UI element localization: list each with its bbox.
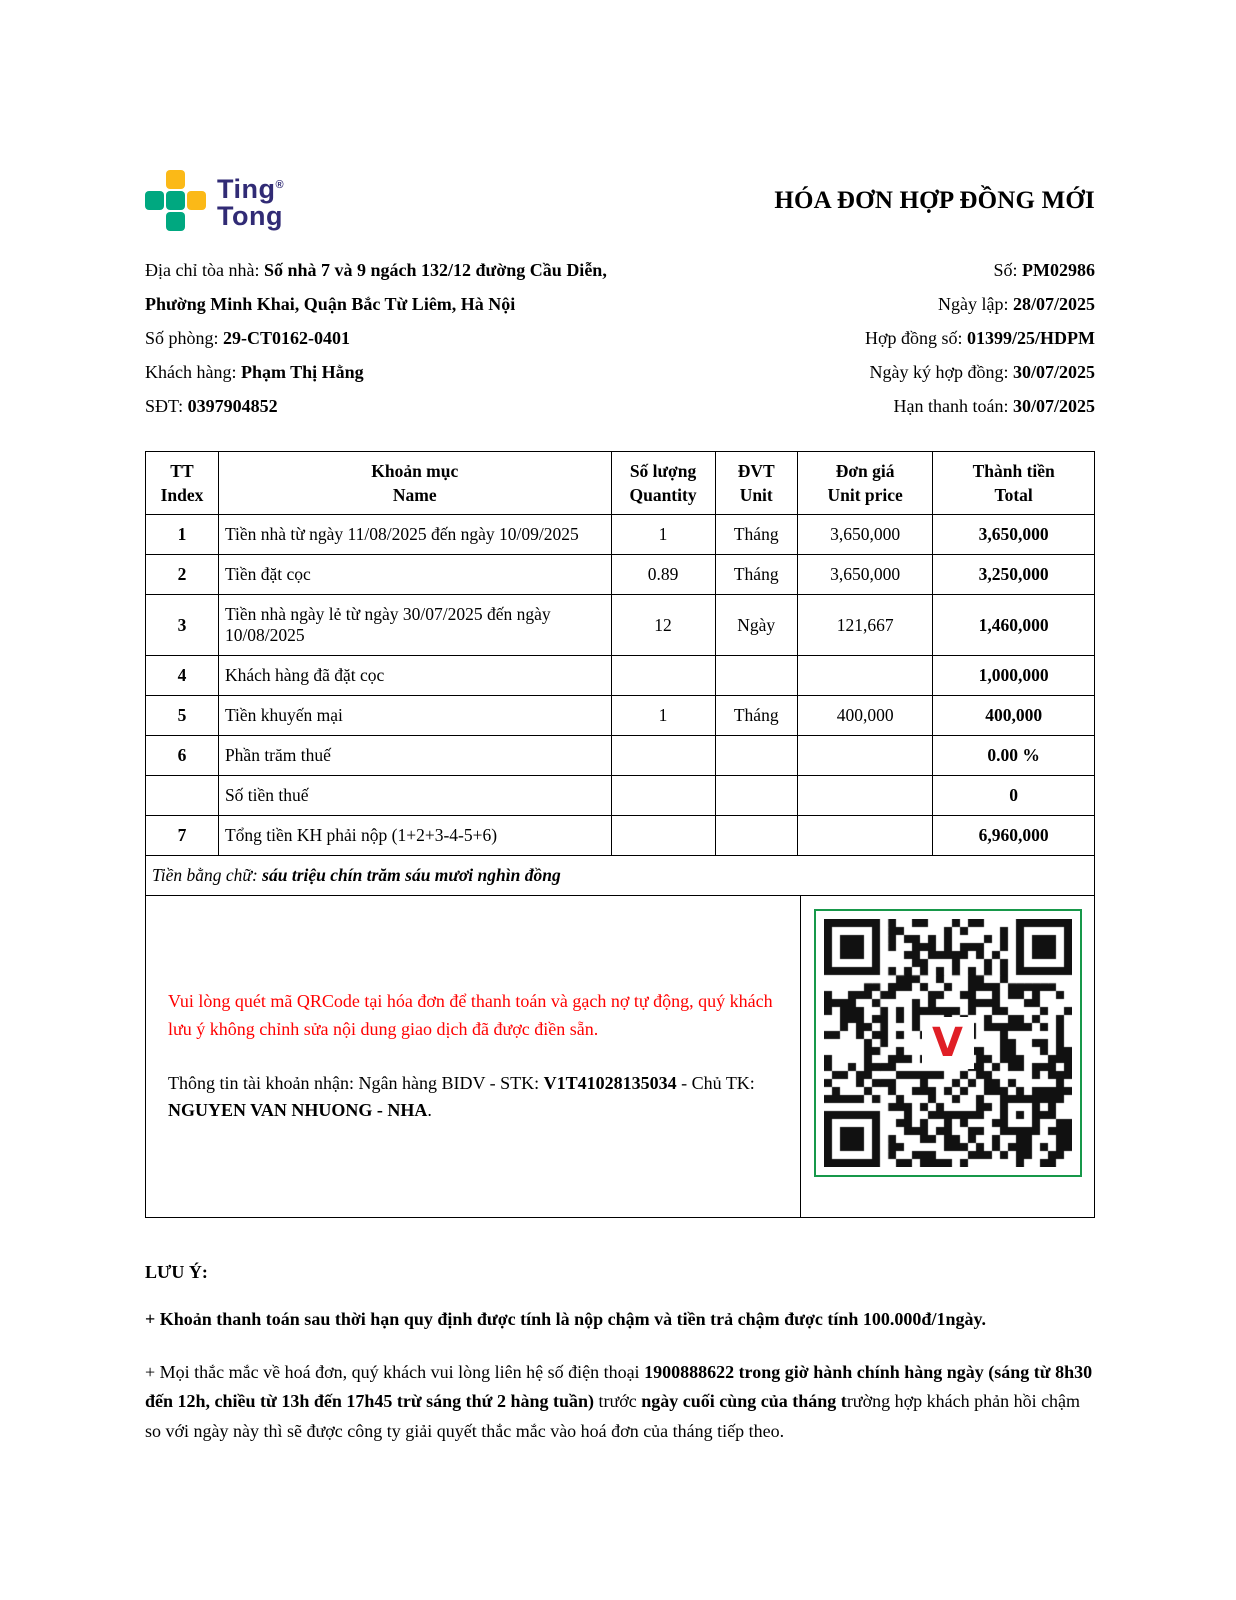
cell-quantity xyxy=(611,816,715,856)
registered-mark: ® xyxy=(275,178,285,191)
table-row xyxy=(146,515,1095,555)
cell-unit xyxy=(715,736,797,776)
invoice-page xyxy=(145,170,1095,1447)
cell-unit-price: 400,000 xyxy=(797,696,932,736)
cell-unit-price: 3,650,000 xyxy=(797,555,932,595)
cell-unit-price: 3,650,000 xyxy=(797,515,932,555)
note-hotline: + Mọi thắc mắc về hoá đơn, quý khách vui lòng liên hệ số điện thoại 1900888622 trong giờ hành chính hàng ngày (sáng từ 8h30 đến 12h, chiều từ 13h đến 17h45 trừ sáng thứ 2 hàng tuần) trước ngày cuối cùng của tháng trường hợp khách phản hồi chậm so với ngày này thì sẽ được công ty giải quyết thắc mắc vào hoá đơn của tháng tiếp theo. xyxy=(145,1361,1093,1442)
phone-value: 0397904852 xyxy=(187,396,278,416)
qr-center-logo: V xyxy=(922,1017,974,1069)
customer-label: Khách hàng: xyxy=(145,362,241,382)
table-row xyxy=(146,696,1095,736)
cell-total: 1,460,000 xyxy=(933,595,1095,656)
customer-line xyxy=(145,355,745,389)
contract-sign-date-value: 30/07/2025 xyxy=(1012,362,1095,382)
contract-sign-date-line xyxy=(865,355,1095,389)
room-number-value: 29-CT0162-0401 xyxy=(223,328,351,348)
payment-due-label: Hạn thanh toán: xyxy=(893,396,1013,416)
cell-unit-price xyxy=(797,816,932,856)
col-header-index: TT Index xyxy=(146,452,219,515)
account-info-text: Thông tin tài khoản nhận: Ngân hàng BIDV - STK: V1T41028135034 - Chủ TK: NGUYEN VAN NHUONG - NHA. xyxy=(168,1072,755,1121)
hotline-number: 1900888622 trong giờ hành chính hàng ngày (sáng từ 8h30 đến 12h, chiều từ 13h đến 17h45 trừ sáng thứ 2 hàng tuần) xyxy=(145,1361,1093,1412)
qr-warning-text: Vui lòng quét mã QRCode tại hóa đơn để thanh toán và gạch nợ tự động, quý khách lưu ý không chỉnh sửa nội dung giao dịch đã được điền sẵn. xyxy=(168,990,773,1039)
table-header-row xyxy=(146,452,1095,515)
tingtong-logo xyxy=(145,170,284,231)
cell-total: 0 xyxy=(933,776,1095,816)
cell-unit-price xyxy=(797,736,932,776)
table-row-grand-total xyxy=(146,816,1095,856)
payment-due-line xyxy=(865,389,1095,423)
invoice-info-left xyxy=(145,253,745,423)
table-row xyxy=(146,595,1095,656)
logo-word-ting: Ting xyxy=(217,173,276,204)
qr-payment-text xyxy=(146,896,800,1217)
cell-unit: Ngày xyxy=(715,595,797,656)
notes-heading: LƯU Ý: xyxy=(145,1262,208,1282)
tingtong-logo-icon xyxy=(145,170,206,231)
invoice-items-table xyxy=(145,451,1095,896)
building-address-line xyxy=(145,253,745,287)
table-row xyxy=(146,776,1095,816)
table-row xyxy=(146,736,1095,776)
cell-unit-price: 121,667 xyxy=(797,595,932,656)
page-title: HÓA ĐƠN HỢP ĐỒNG MỚI xyxy=(774,186,1095,214)
cell-unit xyxy=(715,816,797,856)
customer-value: Phạm Thị Hằng xyxy=(240,362,364,382)
cell-quantity xyxy=(611,776,715,816)
contract-sign-date-label: Ngày ký hợp đồng: xyxy=(869,362,1013,382)
invoice-number-label: Số: xyxy=(993,260,1023,280)
amount-in-words-row xyxy=(146,856,1095,896)
cell-name: Tiền khuyến mại xyxy=(218,696,611,736)
cell-index: 3 xyxy=(146,595,219,656)
qr-code-cell xyxy=(800,896,1094,1217)
account-holder: NGUYEN VAN NHUONG - NHA xyxy=(168,1100,428,1121)
cell-quantity: 0.89 xyxy=(611,555,715,595)
col-header-total: Thành tiền Total xyxy=(933,452,1095,515)
building-address-value: Số nhà 7 và 9 ngách 132/12 đường Cầu Diễn, xyxy=(263,260,607,280)
cell-index: 1 xyxy=(146,515,219,555)
logo-word-tong: Tong xyxy=(217,200,283,231)
cell-index xyxy=(146,776,219,816)
cell-unit xyxy=(715,656,797,696)
issue-date-label: Ngày lập: xyxy=(938,294,1013,314)
building-address-label: Địa chỉ tòa nhà: xyxy=(145,260,264,280)
cell-name: Tiền nhà ngày lẻ từ ngày 30/07/2025 đến ngày 10/08/2025 xyxy=(218,595,611,656)
table-row xyxy=(146,555,1095,595)
cell-name: Tiền nhà từ ngày 11/08/2025 đến ngày 10/09/2025 xyxy=(218,515,611,555)
cell-unit: Tháng xyxy=(715,515,797,555)
contract-number-line xyxy=(865,321,1095,355)
table-row xyxy=(146,656,1095,696)
cell-total: 3,650,000 xyxy=(933,515,1095,555)
invoice-number-line xyxy=(865,253,1095,287)
cell-index: 5 xyxy=(146,696,219,736)
cell-unit: Tháng xyxy=(715,555,797,595)
cell-unit: Tháng xyxy=(715,696,797,736)
cell-index: 6 xyxy=(146,736,219,776)
room-number-line xyxy=(145,321,745,355)
contract-number-value: 01399/25/HDPM xyxy=(967,328,1095,348)
note-late-payment: + Khoản thanh toán sau thời hạn quy định được tính là nộp chậm và tiền trả chậm được tính 100.000đ/1ngày. xyxy=(145,1309,986,1329)
issue-date-line xyxy=(865,287,1095,321)
cell-total: 400,000 xyxy=(933,696,1095,736)
amount-in-words-label: Tiền bằng chữ: xyxy=(152,865,263,885)
account-label: Thông tin tài khoản nhận: Ngân hàng BIDV - STK: xyxy=(168,1072,544,1093)
cell-total: 6,960,000 xyxy=(933,816,1095,856)
document-header xyxy=(145,170,1095,231)
col-header-unit-price: Đơn giá Unit price xyxy=(797,452,932,515)
cell-name: Tiền đặt cọc xyxy=(218,555,611,595)
cell-name: Số tiền thuế xyxy=(218,776,611,816)
cell-total: 0.00 % xyxy=(933,736,1095,776)
phone-label: SĐT: xyxy=(145,396,188,416)
tingtong-logo-text xyxy=(217,172,284,230)
cell-unit-price xyxy=(797,776,932,816)
notes-section xyxy=(145,1262,1095,1447)
building-address-line-2 xyxy=(145,287,745,321)
account-number: V1T41028135034 xyxy=(543,1072,677,1093)
contract-number-label: Hợp đồng số: xyxy=(864,328,967,348)
qr-payment-section xyxy=(145,896,1095,1218)
phone-line xyxy=(145,389,745,423)
cell-quantity: 1 xyxy=(611,696,715,736)
cell-name: Khách hàng đã đặt cọc xyxy=(218,656,611,696)
amount-in-words-value: sáu triệu chín trăm sáu mươi nghìn đồng xyxy=(262,865,561,885)
cell-total: 1,000,000 xyxy=(933,656,1095,696)
cell-unit-price xyxy=(797,656,932,696)
cell-total: 3,250,000 xyxy=(933,555,1095,595)
col-header-unit: ĐVT Unit xyxy=(715,452,797,515)
cell-quantity: 1 xyxy=(611,515,715,555)
col-header-quantity: Số lượng Quantity xyxy=(611,452,715,515)
invoice-info-right xyxy=(865,253,1095,423)
qr-code-frame xyxy=(814,909,1082,1177)
issue-date-value: 28/07/2025 xyxy=(1012,294,1095,314)
cell-index: 7 xyxy=(146,816,219,856)
cell-unit xyxy=(715,776,797,816)
payment-due-value: 30/07/2025 xyxy=(1012,396,1095,416)
building-address-value-2: Phường Minh Khai, Quận Bắc Từ Liêm, Hà Nội xyxy=(145,294,516,314)
cell-quantity xyxy=(611,656,715,696)
room-number-label: Số phòng: xyxy=(145,328,224,348)
cell-index: 4 xyxy=(146,656,219,696)
invoice-info xyxy=(145,253,1095,423)
cell-name: Phần trăm thuế xyxy=(218,736,611,776)
cell-quantity: 12 xyxy=(611,595,715,656)
cell-index: 2 xyxy=(146,555,219,595)
cell-name: Tổng tiền KH phải nộp (1+2+3-4-5+6) xyxy=(218,816,611,856)
invoice-number-value: PM02986 xyxy=(1022,260,1095,280)
cell-quantity xyxy=(611,736,715,776)
col-header-name: Khoản mục Name xyxy=(218,452,611,515)
